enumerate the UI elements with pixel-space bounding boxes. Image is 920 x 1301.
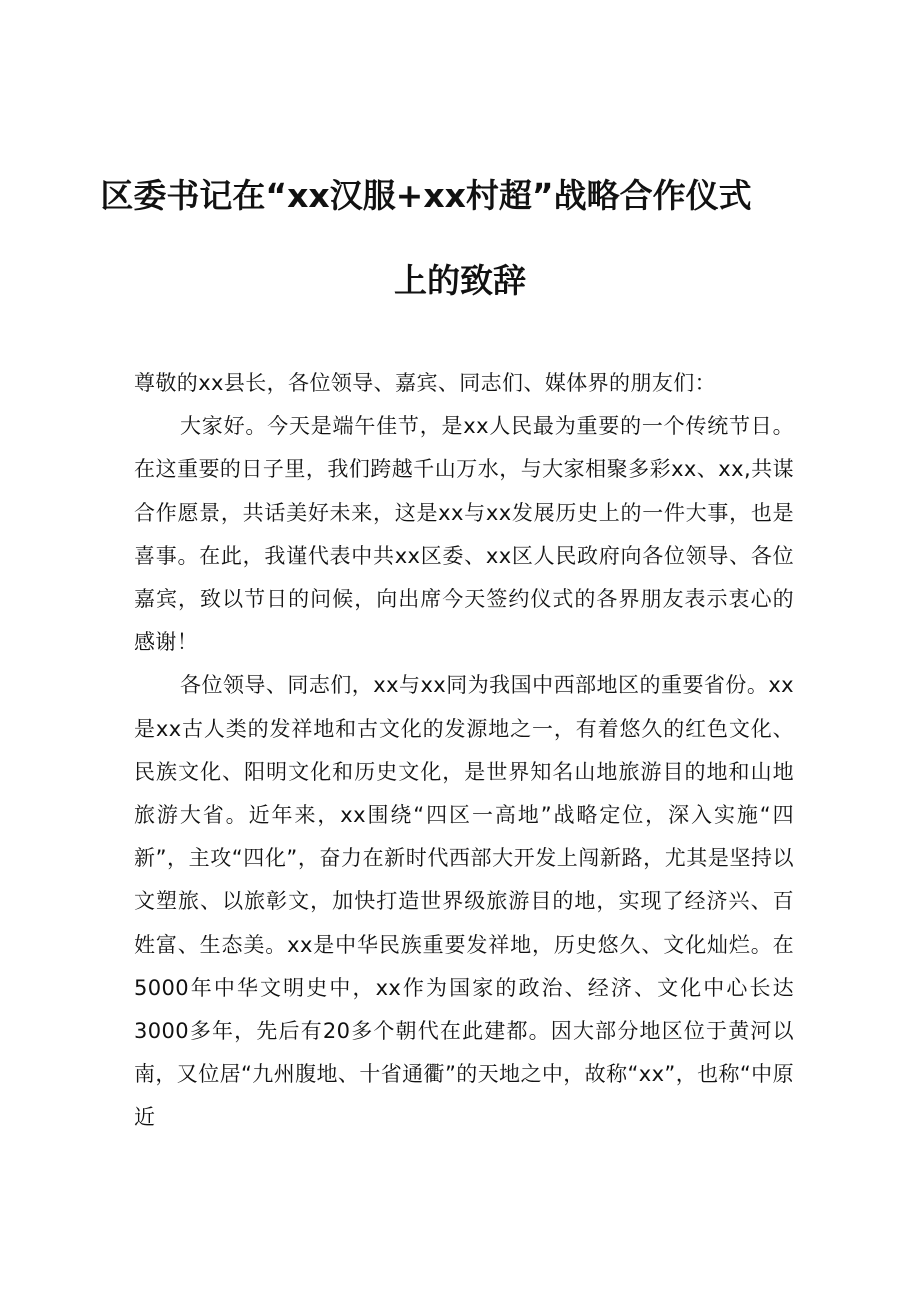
paragraph-2: 各位领导、同志们，xx与xx同为我国中西部地区的重要省份。xx是xx古人类的发祥地和古文化的发源地之一，有着悠久的红色文化、民族文化、阳明文化和历史文化，是世界知名山地旅游目的地和山地旅游大省。近年来，xx围绕“四区一高地”战略定位，深入实施“四新”，主攻“四化”，奋力在新时代西部大开发上闯新路，尤其是坚持以文塑旅、以旅彰文，加快打造世界级旅游目的地，实现了经济兴、百姓富、生态美。xx是中华民族重要发祥地，历史悠久、文化灿烂。在5000年中华文明史中，xx作为国家的政治、经济、文化中心长达3000多年，先后有20多个朝代在此建都。因大部分地区位于黄河以南，又位居“九州腹地、十省通衢”的天地之中，故称“xx”，也称“中原近 [134, 673, 794, 1130]
document-title-line-2: 上的致辞 [394, 261, 526, 300]
document-title-line-1: 区委书记在“xx汉服+xx村超”战略合作仪式 [100, 176, 752, 215]
paragraph-1: 大家好。今天是端午佳节，是xx人民最为重要的一个传统节日。在这重要的日子里，我们跨越千山万水，与大家相聚多彩xx、xx,共谋合作愿景，共话美好未来，这是xx与xx发展历史上的一件大事，也是喜事。在此，我谨代表中共xx区委、xx区人民政府向各位领导、各位嘉宾，致以节日的问候，向出席今天签约仪式的各界朋友表示衷心的感谢！ [134, 414, 794, 655]
salutation: 尊敬的xx县长，各位领导、嘉宾、同志们、媒体界的朋友们： [134, 371, 717, 395]
document-body [134, 362, 794, 1140]
